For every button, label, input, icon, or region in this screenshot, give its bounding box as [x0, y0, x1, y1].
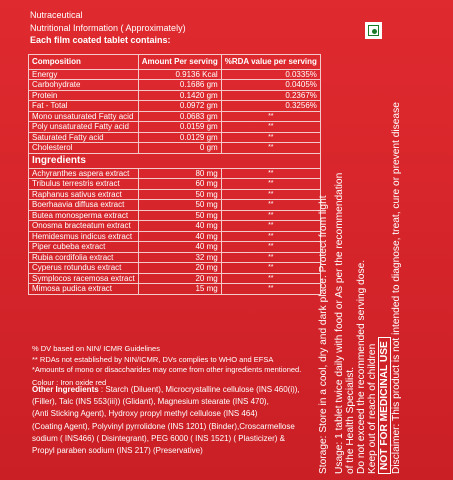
other-ingredients-line: (Coating Agent), Polyvinyl pyrrolidone (INS 1201) (Binder),Croscarmellose	[32, 421, 295, 431]
tablet-contains-label: Each film coated tablet contains:	[30, 35, 171, 45]
cell-name: Symplocos racemosa extract	[29, 273, 139, 284]
cell-rda: **	[221, 132, 320, 143]
cell-rda: **	[221, 252, 320, 263]
cell-name: Mono unsaturated Fatty acid	[29, 111, 139, 122]
cell-rda: 0.3256%	[221, 101, 320, 112]
cell-amount: 50 mg	[138, 189, 221, 200]
ingredient-row	[29, 210, 321, 221]
nutrient-row	[29, 132, 321, 143]
colour-line: Colour : Iron oxide red	[32, 377, 107, 387]
nutrient-row	[29, 69, 321, 80]
cell-amount: 20 mg	[138, 273, 221, 284]
cell-rda: **	[221, 200, 320, 211]
other-ingredients-line: (Anti Sticking Agent), Hydroxy propyl methyl cellulose (INS 464)	[32, 409, 258, 419]
cell-name: Raphanus sativus extract	[29, 189, 139, 200]
cell-name: Tribulus terrestris extract	[29, 179, 139, 190]
nutrition-info-title: Nutritional Information ( Approximately)	[30, 22, 186, 33]
other-ingredients-line: Propyl paraben sodium (INS 217) (Preservative)	[32, 446, 203, 456]
ingredient-row	[29, 231, 321, 242]
ingredients-heading: Ingredients	[29, 153, 321, 168]
nutrient-rows	[29, 69, 321, 153]
cell-amount: 0.1420 gm	[138, 90, 221, 101]
cell-amount: 0.0159 gm	[138, 122, 221, 133]
cell-rda: 0.0405%	[221, 80, 320, 91]
nutrient-row	[29, 143, 321, 154]
cell-name: Energy	[29, 69, 139, 80]
nutrient-row	[29, 80, 321, 91]
ingredient-row	[29, 189, 321, 200]
cell-rda: **	[221, 179, 320, 190]
ingredients-heading-row	[29, 153, 321, 168]
cell-amount: 20 mg	[138, 263, 221, 274]
product-type: Nutraceutical	[30, 10, 83, 20]
cell-name: Onosma bracteatum extract	[29, 221, 139, 232]
cell-name: Boerhaavia diffusa extract	[29, 200, 139, 211]
cell-amount: 80 mg	[138, 168, 221, 179]
cell-name: Rubia cordifolia extract	[29, 252, 139, 263]
cell-rda: **	[221, 242, 320, 253]
cell-amount: 0 gm	[138, 143, 221, 154]
usage-text: Usage: 1 tablet twice daily with food or As per the recommendation	[334, 172, 345, 474]
nutrient-row	[29, 111, 321, 122]
header-block	[30, 9, 186, 47]
footnote-dv: % DV based on NIN/ ICMR Guidelines	[32, 344, 160, 353]
cell-rda: **	[221, 284, 320, 295]
cell-name: Butea monosperma extract	[29, 210, 139, 221]
other-ingredients-label: Other Ingredients	[32, 385, 99, 394]
cell-amount: 50 mg	[138, 200, 221, 211]
cell-amount: 40 mg	[138, 242, 221, 253]
other-ingredients-line: (Filler), Talc (INS 553(iii)) (Glidant), Magnesium stearate (INS 470),	[32, 397, 269, 407]
cell-amount: 0.9136 Kcal	[138, 69, 221, 80]
composition-header: Composition	[29, 55, 139, 70]
cell-rda: **	[221, 111, 320, 122]
other-ingredients-line: : Starch (Diluent), Microcrystalline cellulose (INS 460(i)),	[100, 385, 300, 394]
nutrient-row	[29, 101, 321, 112]
cell-name: Carbohydrate	[29, 80, 139, 91]
cell-rda: **	[221, 210, 320, 221]
cell-amount: 60 mg	[138, 179, 221, 190]
cell-amount: 40 mg	[138, 231, 221, 242]
cell-rda: **	[221, 189, 320, 200]
other-ingredients	[32, 384, 332, 457]
cell-name: Poly unsaturated Fatty acid	[29, 122, 139, 133]
cell-amount: 15 mg	[138, 284, 221, 295]
side-text-block	[318, 24, 402, 474]
disclaimer-text: Disclaimer: This product is not intended to diagnose, treat, cure or prevent disease	[391, 102, 402, 474]
ingredient-row	[29, 168, 321, 179]
cell-amount: 40 mg	[138, 221, 221, 232]
cell-rda: **	[221, 263, 320, 274]
ingredient-row	[29, 252, 321, 263]
cell-amount: 50 mg	[138, 210, 221, 221]
ingredient-row	[29, 273, 321, 284]
dose-warning: Do not exceed the recommended serving dose.	[356, 259, 367, 474]
storage-text: Storage: Store in a cool, dry and dark place. Protect from light	[318, 195, 329, 474]
cell-amount: 32 mg	[138, 252, 221, 263]
cell-name: Achyranthes aspera extract	[29, 168, 139, 179]
cell-name: Piper cubeba extract	[29, 242, 139, 253]
ingredient-rows	[29, 168, 321, 294]
children-warning: Keep out of reach of children	[367, 343, 378, 474]
ingredient-row	[29, 179, 321, 190]
cell-rda: **	[221, 143, 320, 154]
cell-rda: **	[221, 221, 320, 232]
cell-rda: **	[221, 122, 320, 133]
cell-name: Mimosa pudica extract	[29, 284, 139, 295]
cell-name: Hemidesmus indicus extract	[29, 231, 139, 242]
cell-amount: 0.0129 gm	[138, 132, 221, 143]
footnote-rda: ** RDAs not established by NIN/ICMR, DVs complies to WHO and EFSA	[32, 354, 274, 364]
cell-name: Saturated Fatty acid	[29, 132, 139, 143]
cell-name: Protein	[29, 90, 139, 101]
cell-amount: 0.0972 gm	[138, 101, 221, 112]
not-medicinal-badge: NOT FOR MEDICINAL USE	[378, 337, 391, 474]
composition-table	[28, 54, 321, 295]
cell-rda: **	[221, 168, 320, 179]
usage-text-cont: of the Health Specialist.	[345, 366, 356, 474]
cell-name: Cyperus rotundus extract	[29, 263, 139, 274]
footnote-saccharides: *Amounts of mono or disaccharides may come from other ingredients mentioned.	[32, 365, 302, 374]
ingredient-row	[29, 200, 321, 211]
ingredient-row	[29, 221, 321, 232]
rda-header: %RDA value per serving	[221, 55, 320, 70]
footnotes	[32, 344, 332, 388]
cell-rda: **	[221, 273, 320, 284]
ingredient-row	[29, 242, 321, 253]
amount-header: Amount Per serving	[138, 55, 221, 70]
cell-name: Cholesterol	[29, 143, 139, 154]
cell-name: Fat - Total	[29, 101, 139, 112]
nutrient-row	[29, 122, 321, 133]
cell-amount: 0.0683 gm	[138, 111, 221, 122]
cell-rda: **	[221, 231, 320, 242]
table-header-row	[29, 55, 321, 70]
ingredient-row	[29, 284, 321, 295]
cell-rda: 0.2367%	[221, 90, 320, 101]
cell-rda: 0.0335%	[221, 69, 320, 80]
cell-amount: 0.1686 gm	[138, 80, 221, 91]
nutrient-row	[29, 90, 321, 101]
other-ingredients-line: sodium ( INS466) ( Disintegrant), PEG 6000 ( INS 1521) ( Plasticizer) &	[32, 433, 285, 443]
ingredient-row	[29, 263, 321, 274]
